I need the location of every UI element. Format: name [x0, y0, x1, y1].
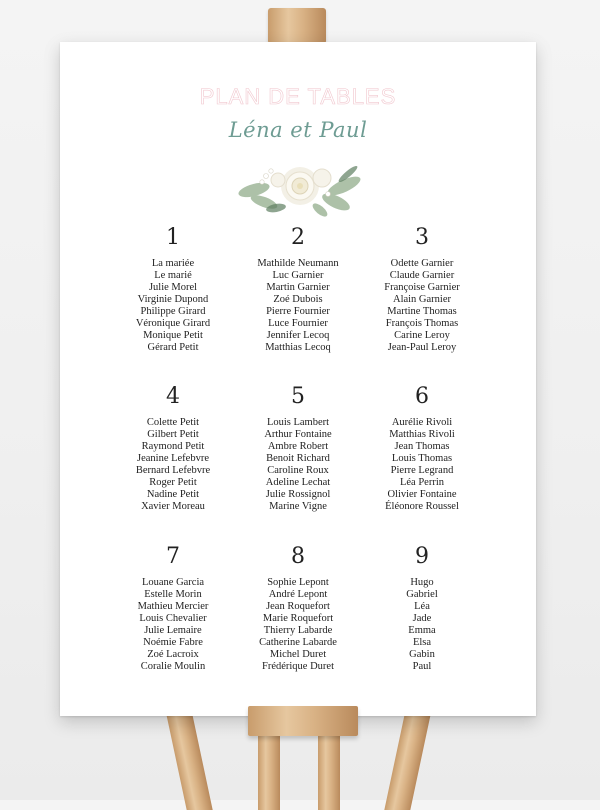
guest-name: Jade — [412, 613, 432, 624]
guest-name: André Lepont — [268, 589, 328, 600]
guest-name: Olivier Fontaine — [387, 489, 457, 500]
guest-name: Julie Morel — [148, 282, 198, 293]
guest-name: Martin Garnier — [266, 282, 330, 293]
couple-names: Léna et Paul — [228, 118, 368, 142]
guest-name: Carine Leroy — [394, 330, 450, 341]
guest-name: Françoise Garnier — [384, 282, 460, 293]
guest-name: Pierre Fournier — [266, 306, 330, 317]
guest-name: Louane Garcia — [141, 577, 205, 588]
guest-name: Gilbert Petit — [147, 429, 199, 440]
easel-ledge — [248, 706, 358, 736]
guest-name: Sophie Lepont — [267, 577, 329, 588]
guest-name: Paul — [412, 661, 432, 672]
guest-name: Louis Thomas — [391, 453, 453, 464]
table-number: 6 — [415, 384, 429, 409]
guest-name: Arthur Fontaine — [264, 429, 332, 440]
guest-name: Mathieu Mercier — [137, 601, 209, 612]
guest-name: Benoit Richard — [266, 453, 330, 464]
guest-name: Marine Vigne — [269, 501, 327, 512]
guest-name: Hugo — [410, 577, 434, 588]
guest-name: Le marié — [154, 270, 192, 281]
guest-name: Martine Thomas — [387, 306, 457, 317]
guest-name: Matthias Rivoli — [389, 429, 455, 440]
guest-name: Pierre Legrand — [390, 465, 454, 476]
guest-name: Monique Petit — [143, 330, 203, 341]
guest-name: Emma — [408, 625, 436, 636]
guest-name: Coralie Moulin — [140, 661, 206, 672]
guest-name: Aurélie Rivoli — [391, 417, 453, 428]
guest-name: Bernard Lefebvre — [135, 465, 211, 476]
table-3 — [352, 226, 492, 354]
guest-name: Éléonore Roussel — [385, 501, 459, 512]
guest-name: Raymond Petit — [141, 441, 205, 452]
table-2 — [228, 226, 368, 354]
guest-name: Roger Petit — [149, 477, 197, 488]
guest-name: Jean Thomas — [394, 441, 450, 452]
guest-name: Matthias Lecoq — [265, 342, 331, 353]
guest-name: Zoé Lacroix — [147, 649, 199, 660]
guest-name: Jean Roquefort — [266, 601, 330, 612]
guest-name: Léa Perrin — [399, 477, 445, 488]
guest-name: Elsa — [412, 637, 432, 648]
guest-name: François Thomas — [385, 318, 459, 329]
guest-name: Catherine Labarde — [259, 637, 337, 648]
guest-name: Noémie Fabre — [143, 637, 203, 648]
seating-plan-board — [60, 42, 536, 716]
table-number: 7 — [166, 544, 180, 569]
guest-name: Philippe Girard — [140, 306, 206, 317]
white-rose-bouquet-icon — [236, 156, 366, 220]
guest-name: Gérard Petit — [147, 342, 199, 353]
guest-name: Thierry Labarde — [263, 625, 333, 636]
guest-name: Odette Garnier — [390, 258, 454, 269]
guest-name: Claude Garnier — [389, 270, 455, 281]
guest-name: Véronique Girard — [135, 318, 211, 329]
guest-name: La mariée — [151, 258, 195, 269]
table-number: 8 — [291, 544, 305, 569]
guest-name: Ambre Robert — [267, 441, 329, 452]
guest-name: Michel Duret — [269, 649, 327, 660]
guest-name: Jennifer Lecoq — [266, 330, 330, 341]
guest-name: Gabriel — [406, 589, 438, 600]
table-8 — [228, 545, 368, 673]
table-5 — [228, 385, 368, 513]
table-6 — [352, 385, 492, 513]
table-9 — [352, 545, 492, 673]
guest-name: Caroline Roux — [267, 465, 329, 476]
guest-name: Xavier Moreau — [141, 501, 205, 512]
guest-name: Luc Garnier — [272, 270, 324, 281]
guest-name: Colette Petit — [146, 417, 200, 428]
guest-name: Luce Fournier — [268, 318, 328, 329]
guest-name: Léa — [414, 601, 430, 612]
table-number: 5 — [291, 384, 305, 409]
table-7 — [103, 545, 243, 673]
easel-leg-right — [384, 700, 433, 810]
guest-name: Virginie Dupond — [137, 294, 209, 305]
easel-leg-left — [163, 700, 212, 810]
guest-name: Frédérique Duret — [261, 661, 334, 672]
guest-name: Louis Chevalier — [139, 613, 207, 624]
guest-name: Adeline Lechat — [265, 477, 331, 488]
table-number: 9 — [415, 544, 429, 569]
sign-title: PLAN DE TABLES — [199, 84, 397, 109]
guest-name: Marie Roquefort — [262, 613, 334, 624]
table-1 — [103, 226, 243, 354]
guest-name: Louis Lambert — [266, 417, 330, 428]
table-number: 2 — [291, 225, 305, 250]
guest-name: Alain Garnier — [392, 294, 452, 305]
guest-name: Nadine Petit — [146, 489, 200, 500]
table-number: 1 — [166, 225, 180, 250]
guest-name: Mathilde Neumann — [257, 258, 339, 269]
guest-name: Zoé Dubois — [273, 294, 323, 305]
guest-name: Gabin — [409, 649, 435, 660]
guest-name: Estelle Morin — [144, 589, 202, 600]
table-4 — [103, 385, 243, 513]
guest-name: Jeanine Lefebvre — [137, 453, 209, 464]
table-number: 3 — [415, 225, 429, 250]
guest-name: Jean-Paul Leroy — [387, 342, 457, 353]
easel-top-clamp — [268, 8, 326, 44]
guest-name: Julie Rossignol — [265, 489, 331, 500]
guest-name: Julie Lemaire — [144, 625, 202, 636]
table-number: 4 — [166, 384, 180, 409]
